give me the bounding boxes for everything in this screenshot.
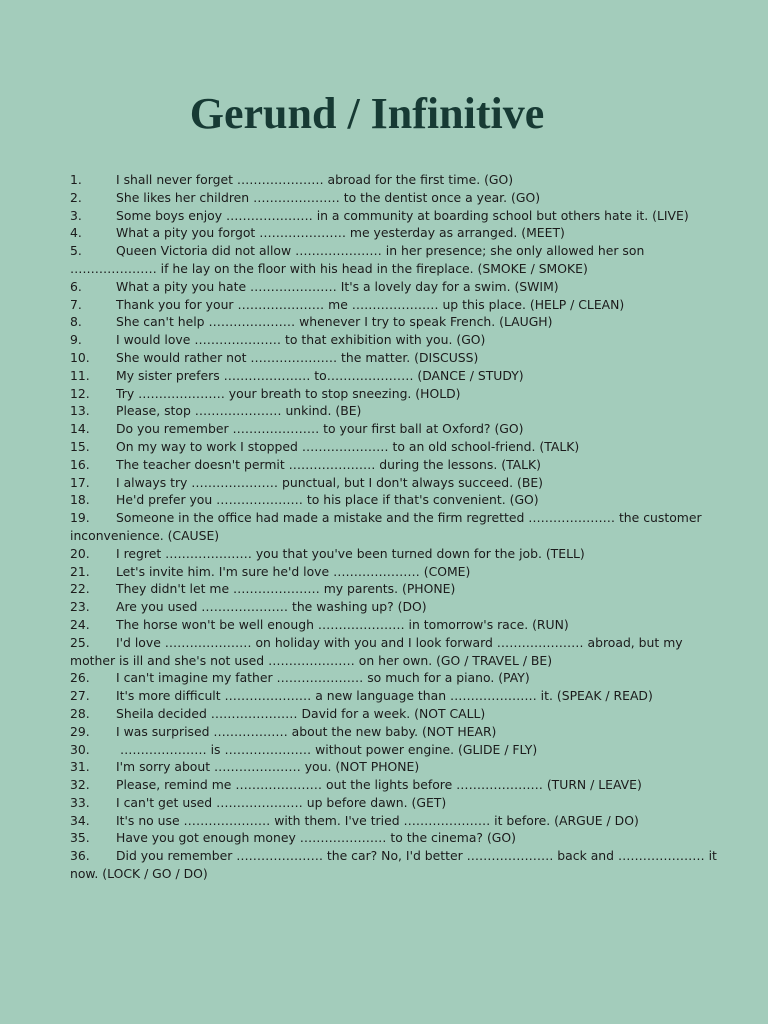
exercise-line [70, 777, 642, 792]
exercise-item [70, 242, 706, 278]
exercise-number: 13. [70, 403, 90, 419]
exercise-number: 2. [70, 189, 82, 205]
exercise-number: 3. [70, 207, 82, 223]
exercise-text: The teacher doesn't permit ………………… during the lessons. (TALK) [116, 456, 542, 472]
exercise-continuation: mother is ill and she's not used ………………… on her own. (GO / TRAVEL / BE) [70, 652, 553, 668]
exercise-line [70, 581, 455, 596]
exercise-text: Thank you for your ………………… me ………………… up this place. (HELP / CLEAN) [116, 296, 625, 312]
exercise-text: On my way to work I stopped ………………… to an old school-friend. (TALK) [116, 438, 580, 454]
exercise-number: 11. [70, 367, 90, 383]
exercise-text: Queen Victoria did not allow ………………… in her presence; she only allowed her son [116, 243, 645, 259]
exercise-line [70, 332, 485, 347]
exercise-number: 32. [70, 777, 90, 793]
exercise-item [70, 296, 706, 314]
exercise-line [70, 350, 478, 365]
exercise-number: 27. [70, 688, 90, 704]
exercise-line [70, 475, 543, 490]
exercise-text: I'm sorry about ………………… you. (NOT PHONE) [116, 759, 420, 775]
exercise-text: Try ………………… your breath to stop sneezing. (HOLD) [116, 385, 461, 401]
exercise-text: I always try ………………… punctual, but I don't always succeed. (BE) [116, 474, 544, 490]
exercise-item [70, 705, 706, 723]
exercise-line [70, 386, 461, 401]
exercise-text: Did you remember ………………… the car? No, I'd better ………………… back and ………………… it [116, 848, 717, 864]
exercise-line [70, 635, 683, 650]
exercise-line [70, 706, 485, 721]
exercise-line [70, 225, 565, 240]
exercise-item [70, 189, 706, 207]
exercise-item [70, 812, 706, 830]
exercise-number: 20. [70, 545, 90, 561]
exercise-line [70, 759, 419, 774]
exercise-number: 30. [70, 741, 90, 757]
exercise-text: She likes her children ………………… to the dentist once a year. (GO) [116, 189, 541, 205]
exercise-item [70, 438, 706, 456]
exercise-number: 26. [70, 670, 90, 686]
exercise-text: She can't help ………………… whenever I try to speak French. (LAUGH) [116, 314, 553, 330]
exercise-line [70, 830, 516, 845]
exercise-text: Sheila decided ………………… David for a week. (NOT CALL) [116, 705, 486, 721]
exercise-text: She would rather not ………………… the matter. (DISCUSS) [116, 349, 479, 365]
exercise-item [70, 491, 706, 509]
exercise-number: 5. [70, 243, 82, 259]
exercise-list [70, 171, 717, 883]
exercise-text: He'd prefer you ………………… to his place if that's convenient. (GO) [116, 492, 539, 508]
exercise-number: 17. [70, 474, 90, 490]
exercise-item [70, 545, 706, 563]
exercise-item [70, 669, 706, 687]
exercise-line [70, 457, 541, 472]
exercise-number: 4. [70, 225, 82, 241]
exercise-item [70, 385, 706, 403]
exercise-line [70, 510, 702, 525]
exercise-text: Please, stop ………………… unkind. (BE) [116, 403, 362, 419]
exercise-text: I was surprised ……………… about the new baby. (NOT HEAR) [116, 723, 497, 739]
page-title: Gerund / Infinitive [189, 89, 545, 138]
exercise-item [70, 687, 706, 705]
exercise-text: Let's invite him. I'm sure he'd love ………………… (COME) [116, 563, 471, 579]
exercise-text: Please, remind me ………………… out the lights before ………………… (TURN / LEAVE) [116, 777, 642, 793]
exercise-number: 23. [70, 599, 90, 615]
exercise-line [70, 813, 639, 828]
exercise-number: 21. [70, 563, 90, 579]
exercise-item [70, 580, 706, 598]
exercise-text: What a pity you hate ………………… It's a lovely day for a swim. (SWIM) [116, 278, 559, 294]
exercise-number: 15. [70, 438, 90, 454]
exercise-line [70, 724, 496, 739]
exercise-line [70, 279, 559, 294]
exercise-line [70, 208, 689, 223]
exercise-item [70, 616, 706, 634]
exercise-line [70, 742, 537, 757]
exercise-line [70, 564, 470, 579]
exercise-number: 31. [70, 759, 90, 775]
exercise-text: I'd love ………………… on holiday with you and I look forward ………………… abroad, but my [116, 634, 683, 650]
exercise-line [70, 368, 524, 383]
exercise-item [70, 723, 706, 741]
exercise-item [70, 598, 706, 616]
exercise-item [70, 741, 706, 759]
exercise-text: It's more difficult ………………… a new language than ………………… it. (SPEAK / READ) [116, 688, 653, 704]
exercise-line [70, 848, 717, 863]
exercise-item [70, 207, 706, 225]
exercise-number: 33. [70, 794, 90, 810]
exercise-text: They didn't let me ………………… my parents. (PHONE) [116, 581, 456, 597]
exercise-line [70, 314, 552, 329]
exercise-line [70, 688, 653, 703]
exercise-item [70, 634, 706, 670]
exercise-text: I would love ………………… to that exhibition with you. (GO) [116, 332, 486, 348]
exercise-text: ………………… is ………………… without power engine. (GLIDE / FLY) [116, 741, 538, 757]
exercise-text: It's no use ………………… with them. I've tried ………………… it before. (ARGUE / DO) [116, 812, 639, 828]
exercise-number: 8. [70, 314, 82, 330]
exercise-text: My sister prefers ………………… to………………… (DANCE / STUDY) [116, 367, 524, 383]
exercise-number: 12. [70, 385, 90, 401]
exercise-item [70, 509, 706, 545]
exercise-number: 28. [70, 705, 90, 721]
exercise-text: I can't get used ………………… up before dawn. (GET) [116, 794, 447, 810]
exercise-item [70, 758, 706, 776]
exercise-line [70, 617, 569, 632]
exercise-item [70, 456, 706, 474]
exercise-number: 14. [70, 421, 90, 437]
exercise-item [70, 278, 706, 296]
exercise-item [70, 776, 706, 794]
exercise-number: 16. [70, 456, 90, 472]
exercise-item [70, 402, 706, 420]
exercise-text: I shall never forget ………………… abroad for the first time. (GO) [116, 172, 514, 187]
exercise-item [70, 847, 717, 883]
exercise-item [70, 224, 706, 242]
exercise-text: I can't imagine my father ………………… so much for a piano. (PAY) [116, 670, 530, 686]
exercise-line [70, 439, 579, 454]
exercise-line [70, 190, 540, 205]
exercise-number: 7. [70, 296, 82, 312]
exercise-number: 35. [70, 830, 90, 846]
exercise-line [70, 492, 539, 507]
exercise-number: 6. [70, 278, 82, 294]
exercise-item [70, 563, 706, 581]
exercise-item [70, 171, 706, 189]
exercise-item [70, 367, 706, 385]
exercise-line [70, 795, 446, 810]
exercise-continuation: inconvenience. (CAUSE) [70, 527, 220, 543]
exercise-line [70, 599, 427, 614]
exercise-item [70, 349, 706, 367]
exercise-line [70, 546, 585, 561]
exercise-text: The horse won't be well enough ………………… in tomorrow's race. (RUN) [116, 616, 569, 632]
exercise-number: 22. [70, 581, 90, 597]
exercise-text: Have you got enough money ………………… to the cinema? (GO) [116, 830, 516, 846]
exercise-line [70, 172, 513, 187]
exercise-number: 36. [70, 848, 90, 864]
exercise-number: 18. [70, 492, 90, 508]
exercise-text: What a pity you forgot ………………… me yesterday as arranged. (MEET) [116, 225, 565, 241]
exercise-number: 9. [70, 332, 82, 348]
exercise-text: Some boys enjoy ………………… in a community at boarding school but others hate it. (LIVE) [116, 207, 689, 223]
exercise-line [70, 670, 530, 685]
exercise-continuation: now. (LOCK / GO / DO) [70, 866, 208, 882]
exercise-text: I regret ………………… you that you've been turned down for the job. (TELL) [116, 545, 585, 561]
exercise-line [70, 297, 624, 312]
exercise-item [70, 794, 706, 812]
exercise-number: 10. [70, 349, 90, 365]
exercise-item [70, 474, 706, 492]
exercise-number: 1. [70, 172, 82, 187]
exercise-line [70, 403, 361, 418]
exercise-item [70, 829, 706, 847]
exercise-number: 19. [70, 510, 90, 526]
exercise-item [70, 420, 706, 438]
exercise-text: Are you used ………………… the washing up? (DO) [116, 599, 427, 615]
exercise-line [70, 421, 523, 436]
exercise-line [70, 243, 644, 258]
exercise-text: Someone in the office had made a mistake and the firm regretted ………………… the customer [116, 510, 702, 526]
exercise-number: 29. [70, 723, 90, 739]
exercise-item [70, 313, 706, 331]
exercise-text: Do you remember ………………… to your first ball at Oxford? (GO) [116, 421, 524, 437]
exercise-number: 24. [70, 616, 90, 632]
exercise-number: 34. [70, 812, 90, 828]
exercise-number: 25. [70, 634, 90, 650]
exercise-continuation: ………………… if he lay on the floor with his head in the fireplace. (SMOKE / SMOKE) [70, 260, 588, 276]
exercise-item [70, 331, 706, 349]
